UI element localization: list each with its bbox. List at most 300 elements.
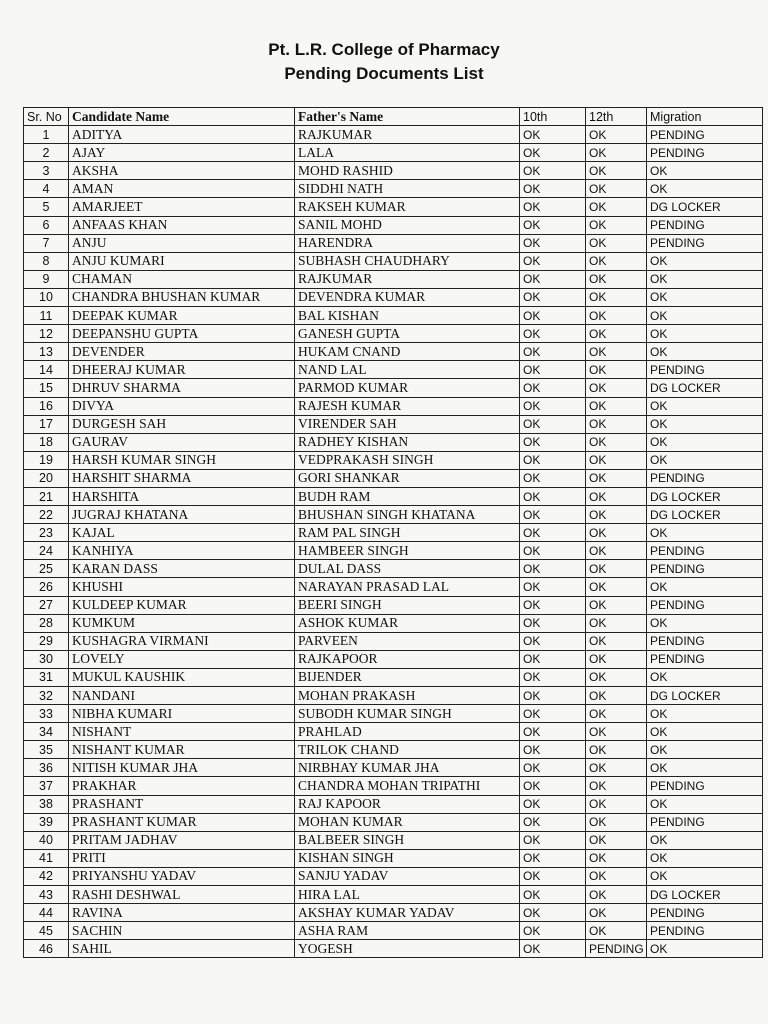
table-row — [24, 759, 763, 777]
table-row — [24, 940, 763, 958]
cell-10th-status: OK — [520, 578, 586, 596]
cell-12th-status: OK — [586, 433, 647, 451]
table-row — [24, 886, 763, 904]
cell-12th-status: OK — [586, 270, 647, 288]
table-row — [24, 777, 763, 795]
cell-migration-status: OK — [647, 759, 763, 777]
cell-12th-status: OK — [586, 506, 647, 524]
cell-sr-no: 23 — [24, 524, 69, 542]
cell-10th-status: OK — [520, 216, 586, 234]
table-row — [24, 650, 763, 668]
cell-candidate-name: KUSHAGRA VIRMANI — [69, 632, 295, 650]
table-row — [24, 849, 763, 867]
table-row — [24, 922, 763, 940]
cell-migration-status: PENDING — [647, 922, 763, 940]
cell-12th-status: OK — [586, 180, 647, 198]
cell-migration-status: PENDING — [647, 813, 763, 831]
table-row — [24, 813, 763, 831]
table-row — [24, 126, 763, 144]
cell-12th-status: OK — [586, 578, 647, 596]
cell-12th-status: OK — [586, 288, 647, 306]
cell-migration-status: OK — [647, 723, 763, 741]
cell-sr-no: 2 — [24, 144, 69, 162]
cell-fathers-name: BIJENDER — [295, 668, 520, 686]
cell-12th-status: OK — [586, 723, 647, 741]
cell-12th-status: OK — [586, 904, 647, 922]
cell-sr-no: 12 — [24, 325, 69, 343]
pending-documents-table — [23, 107, 763, 958]
cell-sr-no: 3 — [24, 162, 69, 180]
header-migration: Migration — [647, 108, 763, 126]
cell-10th-status: OK — [520, 759, 586, 777]
table-row — [24, 524, 763, 542]
cell-migration-status: OK — [647, 524, 763, 542]
cell-migration-status: PENDING — [647, 560, 763, 578]
cell-sr-no: 44 — [24, 904, 69, 922]
cell-10th-status: OK — [520, 379, 586, 397]
cell-migration-status: OK — [647, 831, 763, 849]
cell-candidate-name: SAHIL — [69, 940, 295, 958]
table-row — [24, 668, 763, 686]
cell-12th-status: OK — [586, 560, 647, 578]
cell-candidate-name: AJAY — [69, 144, 295, 162]
cell-10th-status: OK — [520, 397, 586, 415]
header-12th: 12th — [586, 108, 647, 126]
cell-migration-status: PENDING — [647, 216, 763, 234]
header-sr-no: Sr. No — [24, 108, 69, 126]
cell-fathers-name: DULAL DASS — [295, 560, 520, 578]
cell-10th-status: OK — [520, 361, 586, 379]
cell-12th-status: OK — [586, 252, 647, 270]
cell-sr-no: 46 — [24, 940, 69, 958]
cell-candidate-name: PRITI — [69, 849, 295, 867]
cell-sr-no: 15 — [24, 379, 69, 397]
cell-fathers-name: CHANDRA MOHAN TRIPATHI — [295, 777, 520, 795]
cell-candidate-name: ADITYA — [69, 126, 295, 144]
cell-migration-status: OK — [647, 741, 763, 759]
cell-12th-status: OK — [586, 397, 647, 415]
cell-candidate-name: NIBHA KUMARI — [69, 705, 295, 723]
cell-fathers-name: RAJ KAPOOR — [295, 795, 520, 813]
cell-sr-no: 8 — [24, 252, 69, 270]
cell-migration-status: DG LOCKER — [647, 379, 763, 397]
cell-migration-status: PENDING — [647, 234, 763, 252]
cell-candidate-name: CHAMAN — [69, 270, 295, 288]
cell-12th-status: OK — [586, 596, 647, 614]
cell-candidate-name: AKSHA — [69, 162, 295, 180]
cell-fathers-name: SUBHASH CHAUDHARY — [295, 252, 520, 270]
cell-sr-no: 11 — [24, 307, 69, 325]
table-row — [24, 433, 763, 451]
table-row — [24, 307, 763, 325]
header-10th: 10th — [520, 108, 586, 126]
cell-migration-status: OK — [647, 578, 763, 596]
cell-12th-status: OK — [586, 614, 647, 632]
cell-10th-status: OK — [520, 126, 586, 144]
document-heading — [0, 38, 768, 86]
table-row — [24, 397, 763, 415]
cell-candidate-name: AMARJEET — [69, 198, 295, 216]
cell-fathers-name: LALA — [295, 144, 520, 162]
cell-10th-status: OK — [520, 940, 586, 958]
cell-12th-status: OK — [586, 343, 647, 361]
cell-10th-status: OK — [520, 777, 586, 795]
cell-fathers-name: AKSHAY KUMAR YADAV — [295, 904, 520, 922]
cell-candidate-name: GAURAV — [69, 433, 295, 451]
cell-candidate-name: KHUSHI — [69, 578, 295, 596]
table-row — [24, 234, 763, 252]
cell-12th-status: OK — [586, 325, 647, 343]
table-row — [24, 795, 763, 813]
table-row — [24, 469, 763, 487]
cell-fathers-name: DEVENDRA KUMAR — [295, 288, 520, 306]
table-row — [24, 415, 763, 433]
cell-10th-status: OK — [520, 831, 586, 849]
cell-migration-status: OK — [647, 397, 763, 415]
cell-candidate-name: JUGRAJ KHATANA — [69, 506, 295, 524]
cell-12th-status: OK — [586, 126, 647, 144]
cell-fathers-name: GORI SHANKAR — [295, 469, 520, 487]
cell-12th-status: OK — [586, 777, 647, 795]
cell-10th-status: OK — [520, 343, 586, 361]
cell-12th-status: OK — [586, 687, 647, 705]
table-row — [24, 542, 763, 560]
cell-fathers-name: PARMOD KUMAR — [295, 379, 520, 397]
cell-10th-status: OK — [520, 270, 586, 288]
cell-fathers-name: SIDDHI NATH — [295, 180, 520, 198]
cell-sr-no: 43 — [24, 886, 69, 904]
cell-fathers-name: BUDH RAM — [295, 487, 520, 505]
cell-candidate-name: HARSHITA — [69, 487, 295, 505]
cell-migration-status: OK — [647, 433, 763, 451]
cell-fathers-name: HIRA LAL — [295, 886, 520, 904]
cell-candidate-name: RAVINA — [69, 904, 295, 922]
cell-sr-no: 29 — [24, 632, 69, 650]
header-fathers-name: Father's Name — [295, 108, 520, 126]
cell-10th-status: OK — [520, 795, 586, 813]
cell-sr-no: 32 — [24, 687, 69, 705]
cell-10th-status: OK — [520, 904, 586, 922]
cell-candidate-name: KUMKUM — [69, 614, 295, 632]
cell-12th-status: OK — [586, 849, 647, 867]
cell-12th-status: OK — [586, 867, 647, 885]
table-row — [24, 831, 763, 849]
cell-fathers-name: GANESH GUPTA — [295, 325, 520, 343]
cell-10th-status: OK — [520, 252, 586, 270]
cell-sr-no: 10 — [24, 288, 69, 306]
table-row — [24, 162, 763, 180]
cell-sr-no: 9 — [24, 270, 69, 288]
cell-migration-status: OK — [647, 614, 763, 632]
cell-12th-status: OK — [586, 198, 647, 216]
cell-candidate-name: CHANDRA BHUSHAN KUMAR — [69, 288, 295, 306]
cell-migration-status: DG LOCKER — [647, 506, 763, 524]
cell-sr-no: 40 — [24, 831, 69, 849]
cell-fathers-name: BHUSHAN SINGH KHATANA — [295, 506, 520, 524]
table-row — [24, 252, 763, 270]
cell-fathers-name: PRAHLAD — [295, 723, 520, 741]
cell-sr-no: 42 — [24, 867, 69, 885]
table-row — [24, 904, 763, 922]
cell-migration-status: DG LOCKER — [647, 198, 763, 216]
cell-sr-no: 37 — [24, 777, 69, 795]
cell-10th-status: OK — [520, 144, 586, 162]
cell-migration-status: OK — [647, 867, 763, 885]
cell-sr-no: 13 — [24, 343, 69, 361]
cell-migration-status: OK — [647, 795, 763, 813]
cell-12th-status: OK — [586, 524, 647, 542]
cell-fathers-name: VEDPRAKASH SINGH — [295, 451, 520, 469]
cell-sr-no: 28 — [24, 614, 69, 632]
cell-migration-status: OK — [647, 451, 763, 469]
cell-10th-status: OK — [520, 668, 586, 686]
table-row — [24, 867, 763, 885]
cell-sr-no: 20 — [24, 469, 69, 487]
table-row — [24, 144, 763, 162]
cell-fathers-name: SUBODH KUMAR SINGH — [295, 705, 520, 723]
cell-10th-status: OK — [520, 650, 586, 668]
cell-12th-status: OK — [586, 741, 647, 759]
cell-fathers-name: MOHAN KUMAR — [295, 813, 520, 831]
cell-fathers-name: BAL KISHAN — [295, 307, 520, 325]
table-body — [24, 126, 763, 958]
cell-migration-status: PENDING — [647, 469, 763, 487]
cell-12th-status: OK — [586, 886, 647, 904]
cell-sr-no: 14 — [24, 361, 69, 379]
cell-10th-status: OK — [520, 560, 586, 578]
cell-10th-status: OK — [520, 180, 586, 198]
cell-sr-no: 36 — [24, 759, 69, 777]
cell-sr-no: 27 — [24, 596, 69, 614]
table-row — [24, 270, 763, 288]
cell-sr-no: 19 — [24, 451, 69, 469]
cell-10th-status: OK — [520, 687, 586, 705]
cell-10th-status: OK — [520, 614, 586, 632]
cell-12th-status: OK — [586, 451, 647, 469]
college-title: Pt. L.R. College of Pharmacy — [268, 40, 500, 59]
cell-candidate-name: RASHI DESHWAL — [69, 886, 295, 904]
cell-candidate-name: KANHIYA — [69, 542, 295, 560]
cell-10th-status: OK — [520, 542, 586, 560]
cell-sr-no: 34 — [24, 723, 69, 741]
cell-12th-status: OK — [586, 415, 647, 433]
cell-10th-status: OK — [520, 741, 586, 759]
cell-candidate-name: DIVYA — [69, 397, 295, 415]
cell-10th-status: OK — [520, 433, 586, 451]
cell-fathers-name: KISHAN SINGH — [295, 849, 520, 867]
cell-candidate-name: DEEPANSHU GUPTA — [69, 325, 295, 343]
cell-10th-status: OK — [520, 415, 586, 433]
cell-migration-status: PENDING — [647, 596, 763, 614]
cell-10th-status: OK — [520, 469, 586, 487]
table-row — [24, 361, 763, 379]
cell-candidate-name: HARSH KUMAR SINGH — [69, 451, 295, 469]
cell-migration-status: OK — [647, 343, 763, 361]
cell-migration-status: OK — [647, 415, 763, 433]
cell-sr-no: 24 — [24, 542, 69, 560]
cell-10th-status: OK — [520, 524, 586, 542]
cell-candidate-name: AMAN — [69, 180, 295, 198]
cell-migration-status: OK — [647, 252, 763, 270]
cell-candidate-name: PRASHANT KUMAR — [69, 813, 295, 831]
cell-fathers-name: RAJKUMAR — [295, 270, 520, 288]
cell-12th-status: OK — [586, 379, 647, 397]
cell-10th-status: OK — [520, 162, 586, 180]
cell-10th-status: OK — [520, 867, 586, 885]
cell-10th-status: OK — [520, 723, 586, 741]
cell-12th-status: OK — [586, 542, 647, 560]
cell-fathers-name: PARVEEN — [295, 632, 520, 650]
cell-sr-no: 38 — [24, 795, 69, 813]
cell-fathers-name: HAMBEER SINGH — [295, 542, 520, 560]
cell-fathers-name: RAJESH KUMAR — [295, 397, 520, 415]
cell-12th-status: OK — [586, 216, 647, 234]
cell-10th-status: OK — [520, 596, 586, 614]
cell-fathers-name: ASHOK KUMAR — [295, 614, 520, 632]
cell-candidate-name: NISHANT KUMAR — [69, 741, 295, 759]
cell-12th-status: OK — [586, 144, 647, 162]
cell-candidate-name: KARAN DASS — [69, 560, 295, 578]
cell-migration-status: OK — [647, 705, 763, 723]
cell-fathers-name: NAND LAL — [295, 361, 520, 379]
cell-candidate-name: PRIYANSHU YADAV — [69, 867, 295, 885]
cell-candidate-name: NANDANI — [69, 687, 295, 705]
cell-candidate-name: PRITAM JADHAV — [69, 831, 295, 849]
cell-migration-status: PENDING — [647, 361, 763, 379]
cell-sr-no: 30 — [24, 650, 69, 668]
cell-sr-no: 17 — [24, 415, 69, 433]
cell-fathers-name: BALBEER SINGH — [295, 831, 520, 849]
cell-candidate-name: DHEERAJ KUMAR — [69, 361, 295, 379]
cell-fathers-name: RAKSEH KUMAR — [295, 198, 520, 216]
cell-migration-status: PENDING — [647, 904, 763, 922]
cell-fathers-name: RADHEY KISHAN — [295, 433, 520, 451]
cell-10th-status: OK — [520, 849, 586, 867]
cell-candidate-name: ANJU — [69, 234, 295, 252]
cell-sr-no: 21 — [24, 487, 69, 505]
cell-migration-status: OK — [647, 668, 763, 686]
cell-sr-no: 5 — [24, 198, 69, 216]
table-row — [24, 325, 763, 343]
cell-sr-no: 16 — [24, 397, 69, 415]
cell-candidate-name: KULDEEP KUMAR — [69, 596, 295, 614]
cell-fathers-name: NIRBHAY KUMAR JHA — [295, 759, 520, 777]
table-row — [24, 451, 763, 469]
cell-migration-status: OK — [647, 307, 763, 325]
cell-fathers-name: MOHAN PRAKASH — [295, 687, 520, 705]
cell-sr-no: 35 — [24, 741, 69, 759]
table-row — [24, 560, 763, 578]
cell-sr-no: 31 — [24, 668, 69, 686]
cell-candidate-name: ANJU KUMARI — [69, 252, 295, 270]
cell-candidate-name: DURGESH SAH — [69, 415, 295, 433]
cell-10th-status: OK — [520, 922, 586, 940]
cell-fathers-name: VIRENDER SAH — [295, 415, 520, 433]
cell-fathers-name: RAJKAPOOR — [295, 650, 520, 668]
table-row — [24, 687, 763, 705]
cell-migration-status: OK — [647, 288, 763, 306]
table-row — [24, 379, 763, 397]
cell-12th-status: OK — [586, 162, 647, 180]
cell-fathers-name: RAM PAL SINGH — [295, 524, 520, 542]
cell-12th-status: OK — [586, 759, 647, 777]
cell-candidate-name: KAJAL — [69, 524, 295, 542]
list-subtitle: Pending Documents List — [284, 64, 484, 83]
cell-migration-status: PENDING — [647, 126, 763, 144]
cell-migration-status: OK — [647, 325, 763, 343]
cell-12th-status: OK — [586, 668, 647, 686]
cell-sr-no: 1 — [24, 126, 69, 144]
cell-sr-no: 25 — [24, 560, 69, 578]
cell-migration-status: OK — [647, 940, 763, 958]
cell-10th-status: OK — [520, 632, 586, 650]
table-row — [24, 180, 763, 198]
table-row — [24, 506, 763, 524]
cell-sr-no: 22 — [24, 506, 69, 524]
cell-12th-status: OK — [586, 795, 647, 813]
cell-10th-status: OK — [520, 705, 586, 723]
cell-migration-status: OK — [647, 162, 763, 180]
cell-migration-status: OK — [647, 180, 763, 198]
cell-10th-status: OK — [520, 198, 586, 216]
cell-sr-no: 39 — [24, 813, 69, 831]
table-row — [24, 723, 763, 741]
cell-migration-status: OK — [647, 849, 763, 867]
header-candidate-name: Candidate Name — [69, 108, 295, 126]
cell-12th-status: OK — [586, 487, 647, 505]
cell-candidate-name: ANFAAS KHAN — [69, 216, 295, 234]
cell-fathers-name: HUKAM CNAND — [295, 343, 520, 361]
cell-12th-status: OK — [586, 922, 647, 940]
cell-fathers-name: SANIL MOHD — [295, 216, 520, 234]
cell-sr-no: 45 — [24, 922, 69, 940]
table-row — [24, 343, 763, 361]
table-row — [24, 578, 763, 596]
cell-12th-status: OK — [586, 361, 647, 379]
cell-fathers-name: RAJKUMAR — [295, 126, 520, 144]
cell-12th-status: OK — [586, 831, 647, 849]
cell-candidate-name: DEEPAK KUMAR — [69, 307, 295, 325]
table-header-row — [24, 108, 763, 126]
cell-fathers-name: HARENDRA — [295, 234, 520, 252]
cell-10th-status: OK — [520, 886, 586, 904]
table-row — [24, 216, 763, 234]
cell-10th-status: OK — [520, 451, 586, 469]
cell-sr-no: 26 — [24, 578, 69, 596]
cell-migration-status: DG LOCKER — [647, 687, 763, 705]
table-row — [24, 288, 763, 306]
cell-candidate-name: MUKUL KAUSHIK — [69, 668, 295, 686]
table-row — [24, 487, 763, 505]
cell-fathers-name: BEERI SINGH — [295, 596, 520, 614]
cell-sr-no: 41 — [24, 849, 69, 867]
cell-fathers-name: MOHD RASHID — [295, 162, 520, 180]
cell-migration-status: DG LOCKER — [647, 886, 763, 904]
table-row — [24, 198, 763, 216]
cell-12th-status: OK — [586, 307, 647, 325]
cell-12th-status: OK — [586, 813, 647, 831]
cell-fathers-name: YOGESH — [295, 940, 520, 958]
cell-10th-status: OK — [520, 813, 586, 831]
cell-12th-status: OK — [586, 650, 647, 668]
cell-12th-status: OK — [586, 632, 647, 650]
cell-12th-status: OK — [586, 705, 647, 723]
cell-candidate-name: DEVENDER — [69, 343, 295, 361]
cell-candidate-name: LOVELY — [69, 650, 295, 668]
cell-10th-status: OK — [520, 487, 586, 505]
table-row — [24, 596, 763, 614]
cell-fathers-name: SANJU YADAV — [295, 867, 520, 885]
